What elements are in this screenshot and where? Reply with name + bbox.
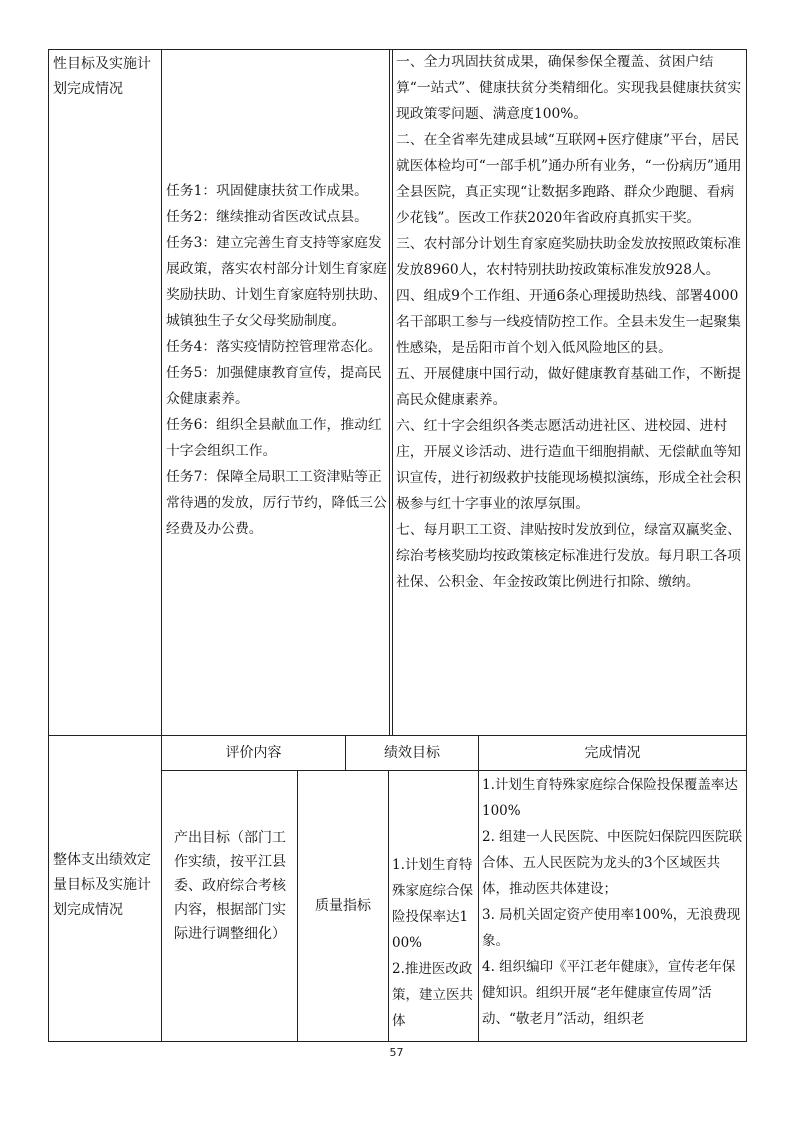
- header-completion: [479, 740, 746, 766]
- bottom-section-label-text: 整体支出绩效定量目标及实施计划完成情况: [53, 852, 151, 918]
- result-item: 一、全力巩固扶贫成果，确保参保全覆盖、贫困户结算“一站式”、健康扶贫分类精细化。实现我县健康扶贫实现政策零问题、满意度100%。: [396, 54, 742, 122]
- task-item: 任务5：加强健康教育宣传，提高民众健康素养。: [166, 365, 382, 407]
- result-item: 三、农村部分计划生育家庭奖励扶助金发放按照政策标准发放8960人，农村特别扶助按政策标准发放928人。: [396, 236, 741, 278]
- table-divider-header: [161, 770, 747, 771]
- table-column-divider-tasks-2: [392, 49, 393, 735]
- completion-item: 1.计划生育特殊家庭综合保险投保覆盖率达100%: [482, 777, 738, 819]
- task-item: 任务4：落实疫情防控管理常态化。: [166, 339, 382, 355]
- quality-indicator-cell: [298, 893, 388, 919]
- result-item: 七、每月职工工资、津贴按时发放到位，绿富双赢奖金、综治考核奖励均按政策核定标准进行发放。每月职工各项社保、公积金、年金按政策比例进行扣除、缴纳。: [396, 522, 741, 590]
- top-section-label: [53, 52, 157, 102]
- header-eval-content-text: 评价内容: [225, 745, 282, 761]
- target-cell: [392, 852, 476, 1034]
- result-item: 四、组成9个工作组、开通6条心理援助热线、部署4000名干部职工参与一线疫情防控工作。全县未发生一起聚集性感染，是岳阳市首个划入低风险地区的县。: [396, 288, 741, 356]
- output-target-cell: [168, 826, 292, 946]
- table-divider-section: [48, 735, 747, 736]
- table-column-divider-1: [161, 49, 162, 1042]
- task-item: 任务6：组织全县献血工作，推动红十字会组织工作。: [166, 417, 382, 459]
- task-item: 任务7：保障全局职工工资津贴等正常待遇的发放，厉行节约，降低三公经费及办公费。: [166, 469, 387, 537]
- task-item: 任务3：建立完善生育支持等家庭发展政策，落实农村部分计划生育家庭奖励扶助、计划生育家庭特别扶助、城镇独生子女父母奖励制度。: [166, 235, 387, 329]
- result-item: 二、在全省率先建成县域“互联网+医疗健康”平台，居民就医体检均可“一部手机”通办所有业务，“一份病历”通用全县医院，真正实现“让数据多跑路、群众少跑腿、看病少花钱”。医改工作获2020年省政府真抓实干奖。: [396, 132, 742, 226]
- table-border-right: [746, 49, 747, 1042]
- header-perf-target: [346, 740, 478, 766]
- table-column-divider-tasks: [389, 49, 390, 735]
- completion-item: 3. 局机关固定资产使用率100%，无浪费现象。: [482, 907, 741, 949]
- table-column-divider-target: [388, 770, 389, 1042]
- header-eval-content: [162, 740, 345, 766]
- bottom-section-label: [53, 848, 157, 923]
- result-item: 五、开展健康中国行动，做好健康教育基础工作，不断提高民众健康素养。: [396, 366, 741, 408]
- completion-item: 4. 组织编印《平江老年健康》，宣传老年保健知识。组织开展“老年健康宣传周”活动、“敬老月”活动，组织老: [482, 959, 736, 1027]
- task-list: [166, 178, 387, 542]
- quality-indicator-text: 质量指标: [315, 898, 371, 914]
- completion-item: 2. 组建一人民医院、中医院妇保院四医院联合体、五人民医院为龙头的3个区域医共体，推动医共体建设；: [482, 829, 743, 897]
- top-section-label-text: 性目标及实施计划完成情况: [53, 56, 151, 97]
- page-number: 57: [389, 1046, 404, 1059]
- task-item: 任务1：巩固健康扶贫工作成果。: [166, 183, 368, 199]
- table-column-divider-completion: [478, 735, 479, 1042]
- completion-list: [482, 772, 744, 1040]
- task-item: 任务2：继续推动省医改试点县。: [166, 209, 368, 225]
- table-border-bottom: [48, 1041, 747, 1042]
- output-target-text: 产出目标（部门工作实绩，按平江县委、政府综合考核内容，根据部门实际进行调整细化）: [174, 830, 286, 942]
- header-completion-text: 完成情况: [584, 745, 641, 761]
- result-item: 六、红十字会组织各类志愿活动进社区、进校园、进村庄，开展义诊活动、进行造血干细胞捐献、无偿献血等知识宣传，进行初级救护技能现场模拟演练，形成全社会积极参与红十字事业的浓厚氛围。: [396, 418, 741, 512]
- result-list: [396, 49, 743, 595]
- header-perf-target-text: 绩效目标: [384, 745, 440, 761]
- table-border-left: [48, 49, 49, 1042]
- target-text: 1.计划生育特殊家庭综合保险投保率达100% 2.推进医改政策，建立医共体: [392, 857, 473, 1029]
